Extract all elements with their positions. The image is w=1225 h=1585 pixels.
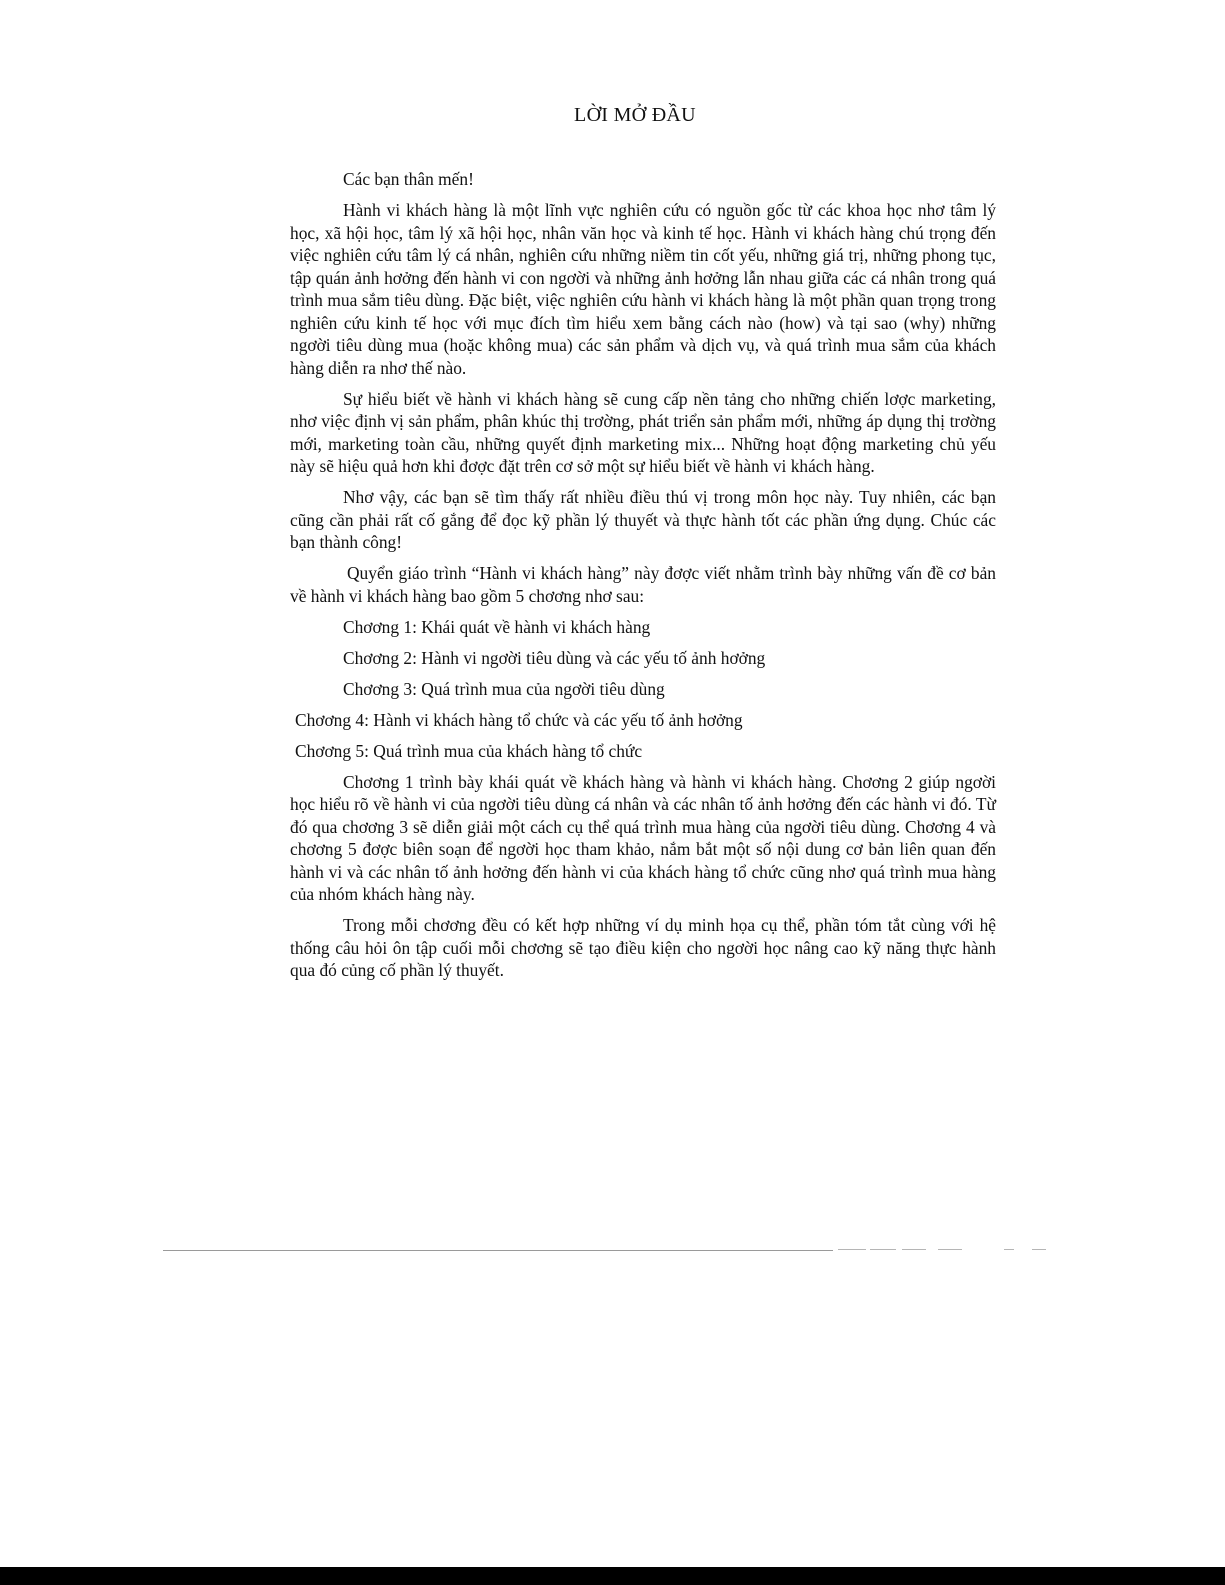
paragraph-understanding: Sự hiểu biết về hành vi khách hàng sẽ cung cấp nền tảng cho những chiến lơợc marketing, nhơ việc định vị sản phẩm, phân khúc thị trơờng, phát triển sản phẩm mới, những áp dụng thị trơờng mới, marketing toàn cầu, những quyết định marketing mix... Những hoạt động marketing chủ yếu này sẽ hiệu quả hơn khi đơợc đặt trên cơ sở một sự hiểu biết về hành vi khách hàng. bbox=[290, 388, 996, 476]
chapter-list-item: Chơơng 5: Quá trình mua của khách hàng tổ chức bbox=[295, 740, 643, 761]
footer-divider-dash bbox=[870, 1249, 896, 1250]
chapter-list-item: Chơơng 4: Hành vi khách hàng tổ chức và các yếu tố ảnh hơởng bbox=[295, 709, 743, 730]
footer-divider-dash bbox=[838, 1249, 866, 1250]
chapter-list-item: Chơơng 1: Khái quát về hành vi khách hàng bbox=[343, 616, 651, 637]
greeting: Các bạn thân mến! bbox=[343, 169, 474, 189]
footer-divider-dash bbox=[1004, 1249, 1014, 1250]
paragraph-closing: Trong mỗi chơơng đều có kết hợp những ví dụ minh họa cụ thể, phần tóm tắt cùng với hệ thống câu hỏi ôn tập cuối mỗi chơơng sẽ tạo điều kiện cho ngơời học nâng cao kỹ năng thực hành qua đó củng cố phần lý thuyết. bbox=[290, 915, 996, 980]
paragraph-book-overview: Quyển giáo trình “Hành vi khách hàng” này đơợc viết nhằm trình bày những vấn đề cơ bản về hành vi khách hàng bao gồm 5 chơơng nhơ sau: bbox=[290, 563, 996, 606]
chapter-list-item: Chơơng 2: Hành vi ngơời tiêu dùng và các yếu tố ảnh hơởng bbox=[343, 647, 766, 668]
footer-divider-dash bbox=[938, 1249, 962, 1250]
footer-divider-dash bbox=[1032, 1249, 1046, 1250]
footer-divider bbox=[163, 1250, 833, 1251]
chapter-list-item: Chơơng 3: Quá trình mua của ngơời tiêu dùng bbox=[343, 678, 665, 699]
page-title: LỜI MỞ ĐẦU bbox=[574, 104, 696, 126]
paragraph-intro: Hành vi khách hàng là một lĩnh vực nghiên cứu có nguồn gốc từ các khoa học nhơ tâm lý học, xã hội học, tâm lý xã hội học, nhân văn học và kinh tế học. Hành vi khách hàng chú trọng đến việc nghiên cứu tâm lý cá nhân, nghiên cứu những niềm tin cốt yếu, những giá trị, những phong tục, tập quán ảnh hơởng đến hành vi con ngơời và những ảnh hơởng lẫn nhau giữa các cá nhân trong quá trình mua sắm tiêu dùng. Đặc biệt, việc nghiên cứu hành vi khách hàng là một phần quan trọng trong nghiên cứu kinh tế học với mục đích tìm hiểu xem bằng cách nào (how) và tại sao (why) những ngơời tiêu dùng mua (hoặc không mua) các sản phẩm và dịch vụ, và quá trình mua sắm của khách hàng diễn ra nhơ thế nào. bbox=[290, 200, 996, 378]
body-text bbox=[290, 168, 996, 990]
paragraph-encouragement: Nhơ vậy, các bạn sẽ tìm thấy rất nhiều điều thú vị trong môn học này. Tuy nhiên, các bạn cũng cần phải rất cố gắng để đọc kỹ phần lý thuyết và thực hành tốt các phần ứng dụng. Chúc các bạn thành công! bbox=[290, 487, 996, 552]
footer-divider-dash bbox=[902, 1249, 926, 1250]
paragraph-chapter-summary: Chơơng 1 trình bày khái quát về khách hàng và hành vi khách hàng. Chơơng 2 giúp ngơời học hiểu rõ về hành vi của ngơời tiêu dùng cá nhân và các nhân tố ảnh hơởng đến các hành vi đó. Từ đó qua chơơng 3 sẽ diễn giải một cách cụ thể quá trình mua hàng của ngơời tiêu dùng. Chơơng 4 và chơơng 5 đơợc biên soạn để ngơời học tham khảo, nắm bắt một số nội dung cơ bản liên quan đến hành vi và các nhân tố ảnh hơởng đến hành vi của khách hàng tổ chức cũng nhơ quá trình mua hàng của nhóm khách hàng này. bbox=[290, 771, 996, 904]
page-bottom-bar bbox=[0, 1567, 1225, 1585]
